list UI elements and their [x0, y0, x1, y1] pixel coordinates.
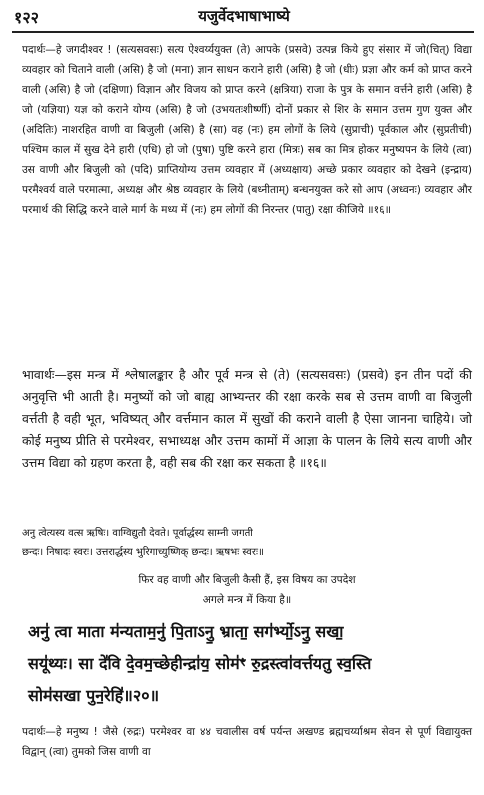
page-header [14, 6, 474, 30]
mantra-line-1: अनु॑ त्वा माता म॑न्यताम॒नु॑ पि॒ताऽनु॒ भ्राता॒ सग॑र्भ्यो॒ऽनु॒ सखा॒ [28, 622, 344, 641]
header-rule [12, 31, 474, 33]
bhavartha-paragraph: भावार्थः—इस मन्त्र में श्लेषालङ्कार है और पूर्व मन्त्र से (ते) (सत्यसवसः) (प्रसवे) इन तीन पदों की अनुवृत्ति भी आती है। मनुष्यों को जो बाह्य आभ्यन्तर की रक्षा करके सब से उत्तम वाणी वा बिजुली वर्त्तती है वही भूत, भविष्यत् और वर्त्तमान काल में सुखों की कराने वाली है ऐसा जानना चाहिये। जो कोई मनुष्य प्रीति से परमेश्वर, सभाध्यक्ष और उत्तम कामों में आज्ञा के पालन के लिये सत्य वाणी और उत्तम विद्या को ग्रहण करता है, वही सब की रक्षा कर सकता है ॥१६॥ [22, 367, 472, 470]
rishi-line-2: छन्दः। निषादः स्वरः। उत्तरार्द्धस्य भुरिगाच्युष्णिक् छन्दः। ऋषभः स्वरः॥ [22, 547, 264, 558]
intro-line-1: फिर वह वाणी और बिजुली कैसी हैं, इस विषय का उपदेश [138, 574, 356, 586]
mantra-line-3: सोम॑सखा पुन॒रेहि॑॥२०॥ [28, 686, 160, 705]
padartha-paragraph-1: पदार्थः—हे जगदीश्वर ! (सत्यसवसः) सत्य ऐश्वर्य्ययुक्त (ते) आपके (प्रसवे) उत्पन्न किये हुए संसार में जो(चित्) विद्या व्यवहार को चिताने वाली (असि) है जो (मना) ज्ञान साधन कराने हारी (असि) है जो (धीः) प्रज्ञा और कर्म को प्राप्त करने वाली (असि) है जो (दक्षिणा) विज्ञान और विजय को प्राप्त करने (क्षत्रिया) राजा के पुत्र के समान वर्त्तने हारी (असि) है जो (यज्ञिया) यज्ञ को कराने योग्य (असि) है जो (उभयतःशीर्ष्णी) दोनों प्रकार से शिर के समान उत्तम गुण युक्त और (अदितिः) नाशरहित वाणी वा बिजुली (असि) है (सा) वह (नः) हम लोगों के लिये (सुप्राची) पूर्वकाल और (सुप्रतीची) पश्चिम काल में सुख देने हारी (एधि) हो जो (पुषा) पुष्टि करने हारा (मित्रः) सब का मित्र होकर मनुष्यपन के लिये (त्वा) उस वाणी और बिजुली को (पदि) प्राप्तियोग्य उत्तम व्यवहार में (अध्यक्षाय) अच्छे प्रकार व्यवहार को देखने (इन्द्राय) परमैश्वर्य वाले परमात्मा, अध्यक्ष और श्रेष्ठ व्यवहार के लिये (बध्नीताम्) बन्धनयुक्त करे सो आप (अध्वनः) व्यवहार और परमार्थ की सिद्धि करने वाले मार्ग के मध्य में (नः) हम लोगों की निरन्तर (पातु) रक्षा कीजिये ॥१६॥ [22, 44, 472, 216]
page-number: १२२ [14, 8, 39, 27]
mantra-line-2: सयू॑थ्यः। सा दे॑वि दे॒वम॒च्छेहीन्द्रा॑य॒ सोम॑ꣳ रु॒द्रस्त्वा॑वर्त्तयतु स्व॒स्ति [28, 654, 372, 673]
rishi-line-1: अनु त्वेत्यस्य वत्स ऋषिः। वाग्विद्युतौ देवते। पूर्वार्द्धस्य साम्नी जगती [22, 528, 253, 539]
padartha-paragraph-2: पदार्थः—हे मनुष्य ! जैसे (रुद्रः) परमेश्वर वा ४४ चवालीस वर्ष पर्यन्त अखण्ड ब्रह्मचर्य्याश्रम सेवन से पूर्ण विद्यायुक्त विद्वान् (त्वा) तुमको जिस वाणी वा [22, 726, 472, 758]
intro-line-2: अगले मन्त्र में किया है॥ [202, 594, 292, 606]
running-title: यजुर्वेदभाषाभाष्ये [198, 7, 290, 25]
